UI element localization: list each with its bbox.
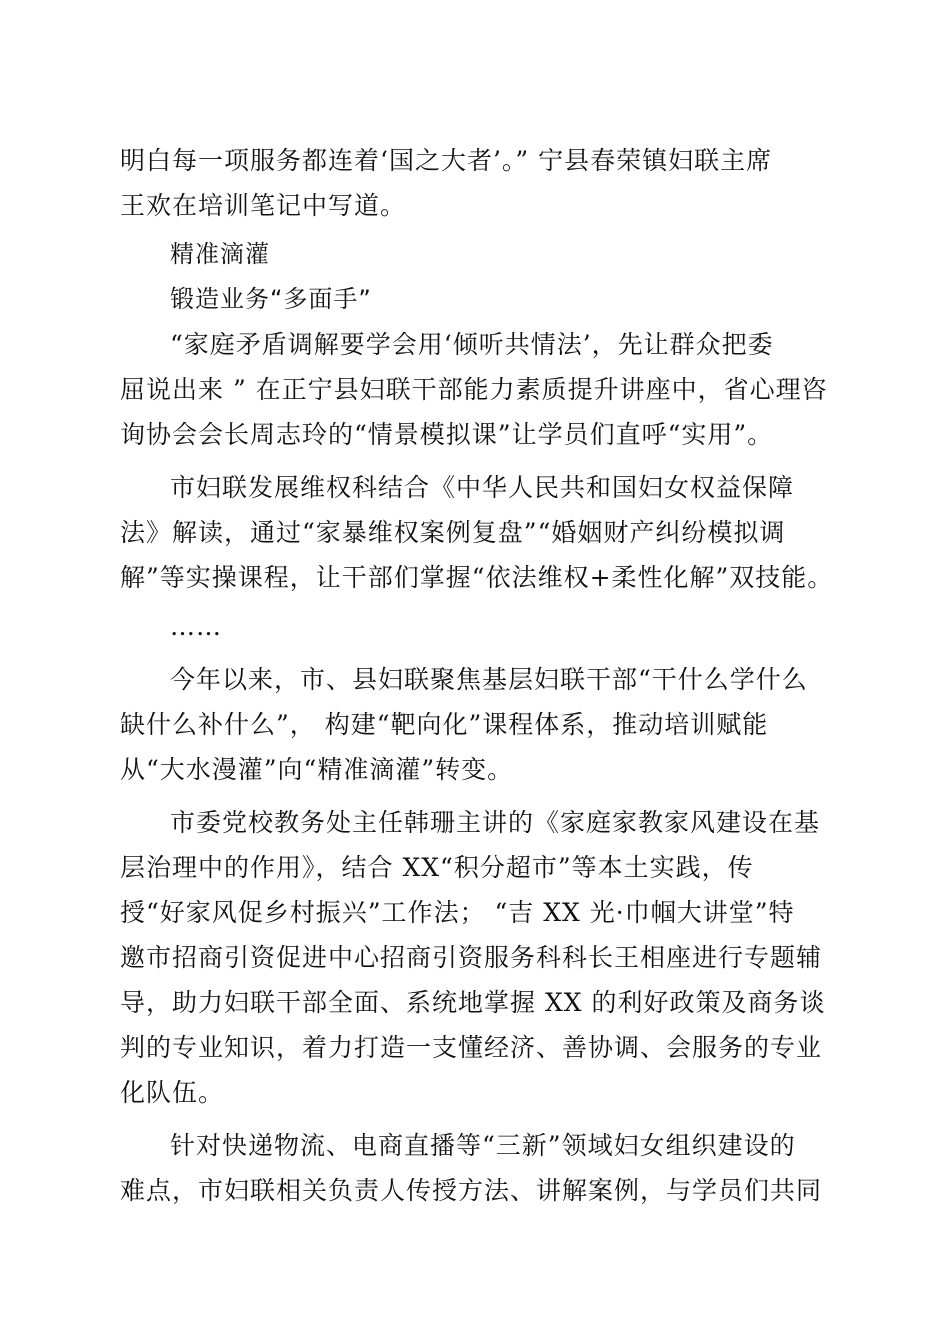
text-line: 化队伍。 [120,1078,225,1107]
text-line: 询协会会长周志玲的“情景模拟课”让学员们直呼“实用”。 [120,420,774,449]
text-line: 导，助力妇联干部全面、系统地掌握 XX 的利好政策及商务谈 [120,988,826,1017]
section-title: 精准滴灌 [170,240,270,268]
text-line: 王欢在培训笔记中写道。 [120,191,407,220]
text-line: 难点，市妇联相关负责人传授方法、讲解案例，与学员们共同 [120,1176,823,1205]
text-line: 明白每一项服务都连着‘国之大者’。” 宁县春荣镇妇联主席 [120,146,773,175]
text-line: 缺什么补什么”， 构建“靶向化”课程体系，推动培训赋能 [120,710,769,739]
paragraph-continuation [120,138,825,228]
document-page [120,138,834,1213]
text-line: 判的专业知识，着力打造一支懂经济、善协调、会服务的专业 [120,1033,823,1062]
paragraph [120,800,825,1115]
text-line: 今年以来，市、县妇联聚焦基层妇联干部“干什么学什么 [170,665,808,694]
section-subtitle: 锻造业务“多面手” [170,285,372,313]
text-line: “家庭矛盾调解要学会用‘倾听共情法’，先让群众把委 [170,330,774,359]
section-heading [120,232,825,322]
text-line: 市妇联发展维权科结合《中华人民共和国妇女权益保障 [170,473,795,502]
paragraph [120,465,834,600]
text-line: 法》解读，通过“家暴维权案例复盘”“婚姻财产纠纷模拟调 [120,518,786,547]
text-line: 层治理中的作用》，结合 XX“积分超市”等本土实践，传 [120,853,754,882]
text-line: 市委党校教务处主任韩珊主讲的《家庭家教家风建设在基 [170,808,821,837]
paragraph [120,657,825,792]
text-line: 解”等实操课程，让干部们掌握“依法维权+柔性化解”双技能。 [120,563,834,592]
paragraph [120,322,828,457]
paragraph-ellipsis [120,604,825,649]
paragraph [120,1123,825,1213]
text-line: 针对快递物流、电商直播等“三新”领域妇女组织建设的 [170,1131,796,1160]
text-line: 授“好家风促乡村振兴”工作法； “吉 XX 光·巾帼大讲堂”特 [120,898,795,927]
ellipsis-line: …… [170,612,222,641]
text-line: 屈说出来 ” 在正宁县妇联干部能力素质提升讲座中，省心理咨 [120,375,828,404]
text-line: 邀市招商引资促进中心招商引资服务科科长王相座进行专题辅 [120,943,823,972]
text-line: 从“大水漫灌”向“精准滴灌”转变。 [120,755,514,784]
